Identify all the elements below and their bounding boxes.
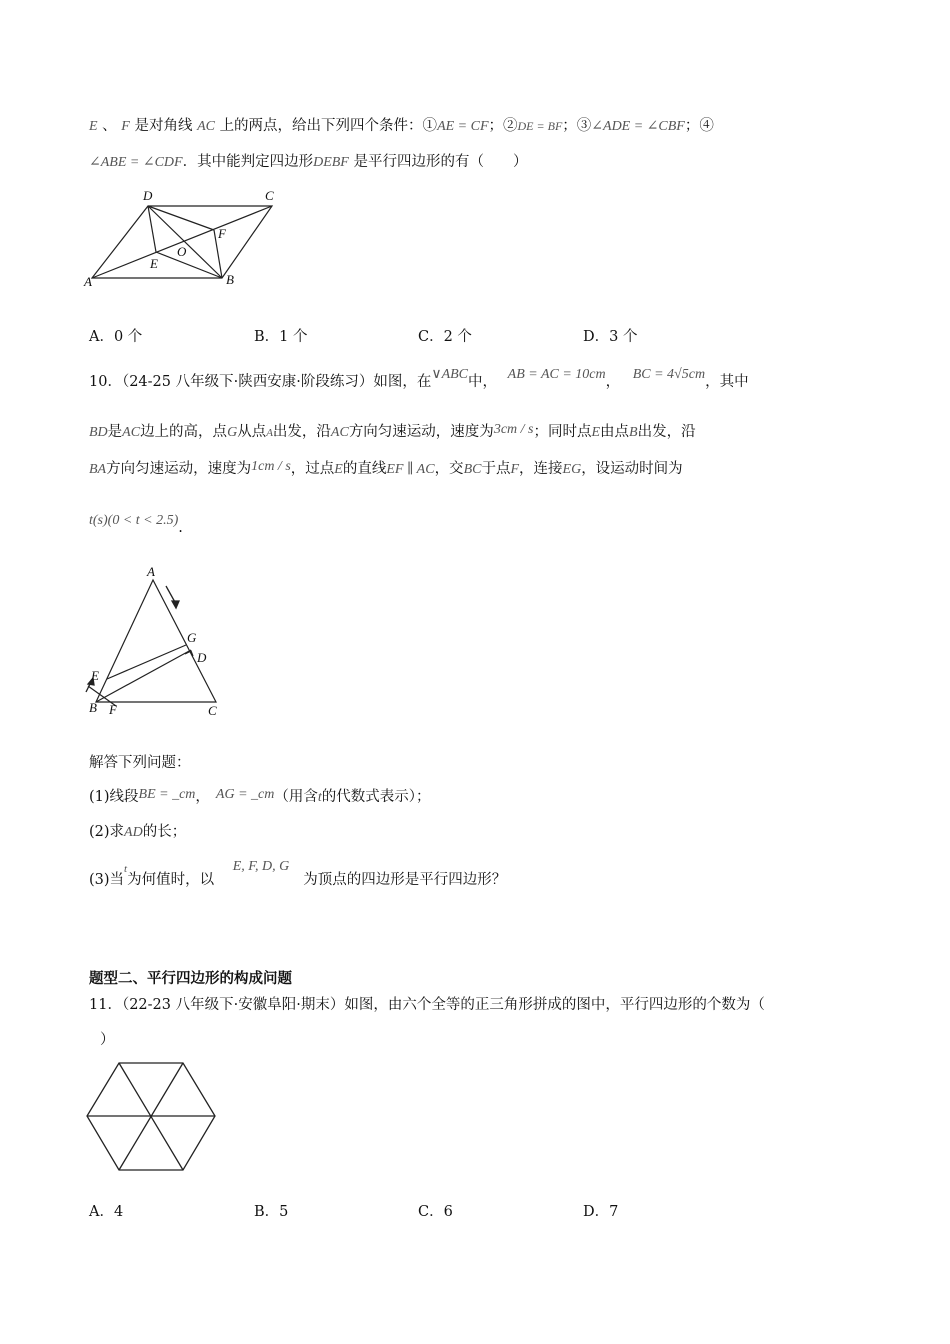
text: ；同时点 — [533, 424, 592, 440]
math-a: A — [266, 427, 273, 439]
q10-answer-intro: 解答下列问题： — [89, 755, 191, 771]
text: 的直线 — [342, 461, 387, 477]
text: (3)当 — [89, 872, 125, 888]
text: 的长； — [142, 824, 187, 840]
math-bc: BC = 4√5cm — [632, 367, 706, 382]
math-eg: EG — [562, 462, 582, 477]
q10-line1 — [89, 367, 749, 393]
text: . — [178, 520, 183, 536]
text: 方向匀速运动，速度为 — [106, 461, 252, 477]
math-bd: BD — [89, 425, 108, 440]
label-e: E — [91, 668, 99, 683]
text: 出发，沿 — [637, 424, 696, 440]
label-f: F — [218, 226, 226, 241]
section-title: 题型二、平行四边形的构成问题 — [89, 970, 292, 987]
math-speed-g: 3cm / s — [493, 422, 534, 437]
q10-sub3 — [89, 859, 507, 891]
math-e: E — [89, 119, 98, 134]
label-b: B — [226, 272, 234, 287]
text: ，设运动时间为 — [581, 461, 683, 477]
text: 、 — [102, 118, 117, 134]
math-ac: AC — [122, 425, 141, 440]
math-e: E — [591, 425, 601, 440]
q10-triangle-figure — [80, 562, 230, 722]
text: ；② — [488, 118, 518, 134]
q9-option-b[interactable]: B．1 个 — [254, 329, 308, 345]
segment-eb — [156, 252, 222, 278]
q9-option-c[interactable]: C．2 个 — [418, 329, 472, 345]
text: 于点 — [481, 461, 511, 477]
diagonal-bd — [148, 206, 222, 278]
math-bc: BC — [463, 462, 482, 477]
math-t: t — [317, 790, 322, 805]
text: ；④ — [684, 118, 714, 134]
condition-2: DE = BF — [517, 119, 563, 133]
q11-option-b[interactable]: B．5 — [254, 1204, 289, 1220]
text: (2)求 — [89, 824, 125, 840]
q10-sub2 — [89, 822, 186, 843]
segment-df — [148, 206, 214, 230]
text: 从点 — [237, 424, 267, 440]
text: ，过点 — [290, 461, 335, 477]
label-d: D — [197, 650, 207, 665]
text: 边上的高，点 — [140, 424, 228, 440]
arrow-g-head — [172, 601, 179, 608]
label-e: E — [150, 256, 158, 271]
text: 是对角线 — [134, 118, 193, 134]
text: ，其中 — [705, 374, 749, 390]
q10-line4 — [89, 510, 183, 536]
q11-line2: ） — [100, 1032, 115, 1048]
text: 出发，沿 — [272, 424, 331, 440]
q11-option-d[interactable]: D．7 — [583, 1204, 619, 1220]
label-d: D — [143, 188, 153, 203]
text: 为顶点的四边形是平行四边形？ — [303, 872, 507, 888]
q9-option-a[interactable]: A．0 个 — [89, 329, 143, 345]
text: 是平行四边形的有（ ） — [353, 154, 528, 170]
q11-line1: 11．（22-23 八年级下·安徽阜阳·期末）如图，由六个全等的正三角形拼成的图中，平行四边形的个数为（ — [89, 997, 765, 1013]
label-b: B — [89, 700, 97, 715]
text: ， — [605, 374, 621, 390]
label-c: C — [208, 703, 217, 718]
text: ， — [195, 789, 210, 805]
math-ab-ac: AB = AC = 10cm — [507, 367, 606, 382]
math-be: BE = _cm — [138, 787, 196, 802]
text: 由点 — [600, 424, 630, 440]
q9-line2 — [89, 152, 527, 173]
math-ba: BA — [89, 462, 107, 477]
altitude-bd — [96, 650, 191, 702]
label-o: O — [177, 244, 187, 259]
text: ，交 — [434, 461, 464, 477]
text: ；③ — [562, 118, 592, 134]
math-debf: DEBF — [313, 155, 349, 170]
math-e: E — [334, 462, 343, 477]
math-b: B — [629, 425, 638, 440]
q10-sub1 — [89, 787, 431, 808]
condition-1: AE = CF — [437, 119, 489, 134]
condition-4: ∠ABE = ∠CDF — [89, 155, 183, 170]
math-triangle-abc: ∨ABC — [431, 367, 469, 382]
text: （用含 — [274, 789, 318, 805]
math-f: F — [121, 119, 130, 134]
text: ．其中能判定四边形 — [182, 154, 314, 170]
text: 中， — [468, 374, 498, 390]
math-ad: AD — [124, 825, 143, 840]
q9-line1 — [89, 116, 714, 137]
label-g: G — [187, 630, 197, 645]
q9-parallelogram-figure — [80, 186, 290, 290]
label-a: A — [84, 274, 92, 289]
text: ，连接 — [519, 461, 563, 477]
text: (1)线段 — [89, 789, 139, 805]
math-efdg: E, F, D, G — [232, 859, 290, 874]
math-f: F — [510, 462, 520, 477]
math-speed-e: 1cm / s — [251, 459, 291, 474]
math-ac: AC — [330, 425, 349, 440]
text: 为何值时，以 — [127, 872, 215, 888]
diagonal-ac — [92, 206, 272, 278]
text: 方向匀速运动，速度为 — [348, 424, 494, 440]
math-ac: AC — [197, 119, 215, 134]
q11-option-c[interactable]: C．6 — [418, 1204, 453, 1220]
text: 10．（24-25 八年级下·陕西安康·阶段练习）如图，在 — [89, 374, 432, 390]
q10-line3 — [89, 459, 683, 480]
triangle-abc — [96, 580, 216, 702]
math-time-range: t(s)(0 < t < 2.5) — [89, 513, 179, 528]
q11-option-a[interactable]: A．4 — [89, 1204, 124, 1220]
label-f: F — [109, 702, 117, 717]
math-ag: AG = _cm — [215, 787, 275, 802]
text: 的代数式表示）； — [321, 789, 431, 805]
math-t: t — [124, 863, 128, 875]
condition-3: ∠ADE = ∠CBF — [591, 119, 685, 134]
q9-option-d[interactable]: D．3 个 — [583, 329, 638, 345]
label-a: A — [147, 564, 155, 579]
q10-line2 — [89, 422, 696, 443]
text: 上的两点，给出下列四个条件：① — [219, 118, 438, 134]
label-c: C — [265, 188, 274, 203]
math-ef-parallel-ac: EF ∥ AC — [386, 462, 435, 477]
q11-hexagon-figure — [84, 1060, 220, 1176]
text: 是 — [107, 424, 123, 440]
math-g: G — [227, 425, 238, 440]
